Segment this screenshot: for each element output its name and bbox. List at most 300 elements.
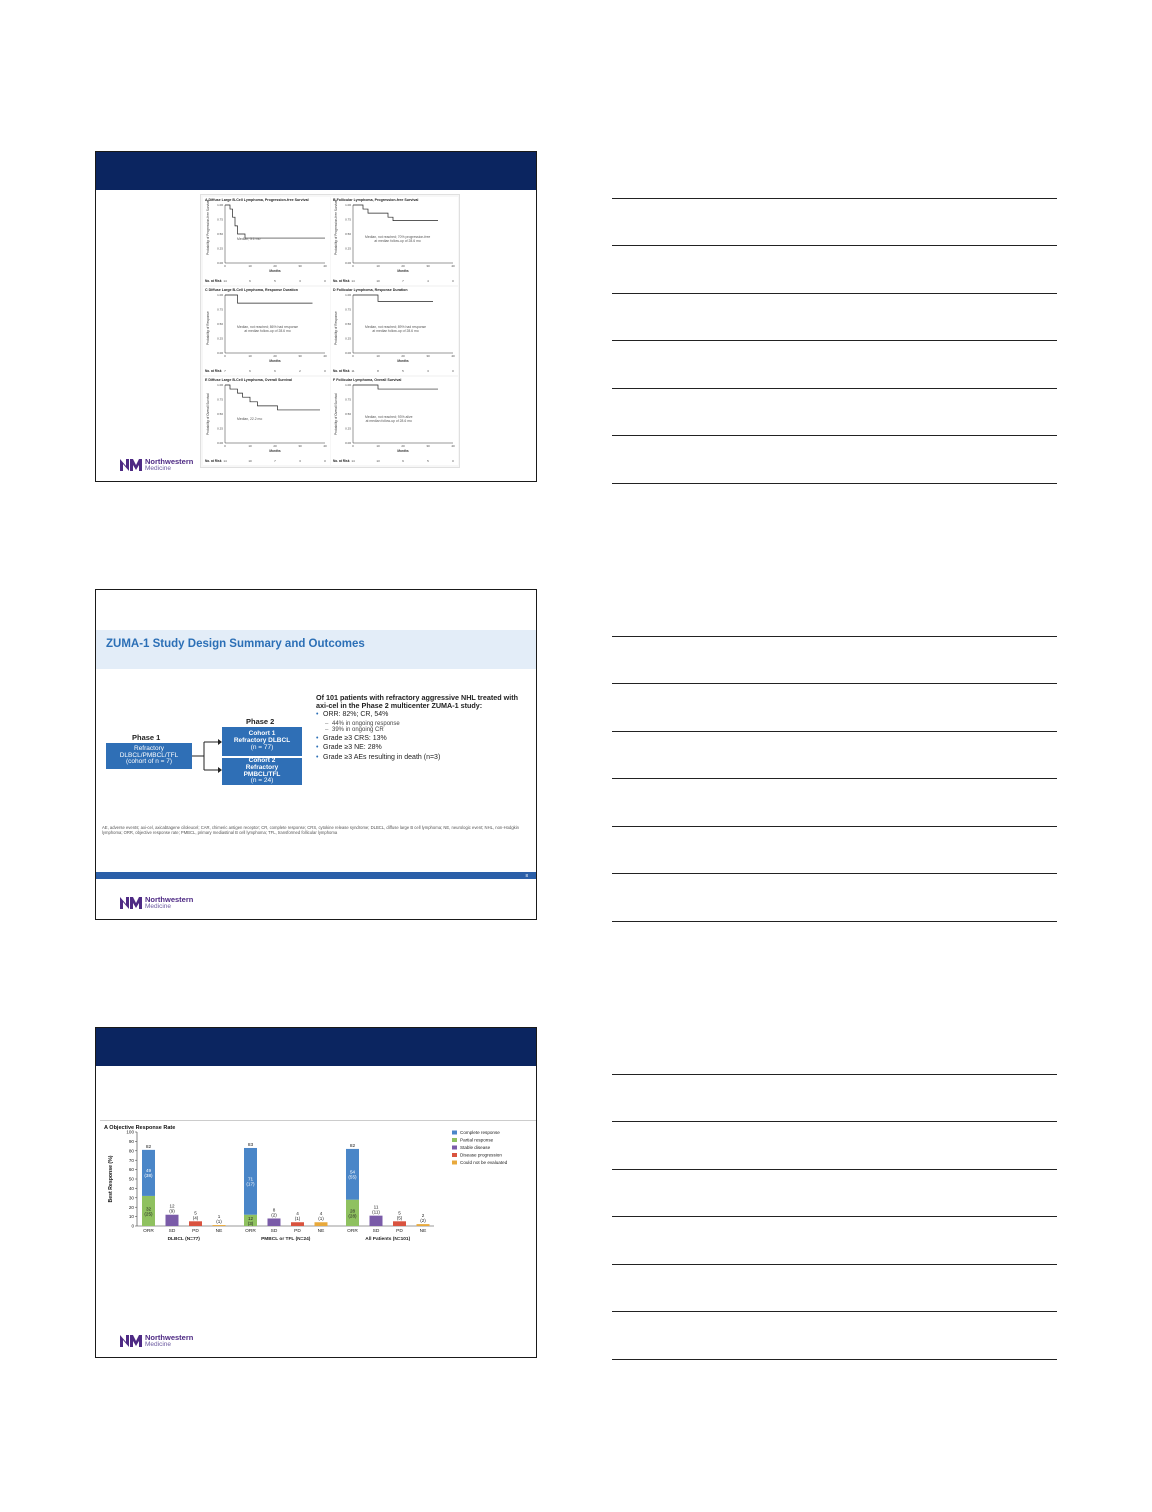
km-x-tick: 40 (451, 444, 455, 448)
bar-stable (166, 1215, 179, 1226)
phase1-box (106, 743, 192, 769)
km-risk-value: 0 (324, 369, 326, 373)
northwestern-medicine-logo (120, 896, 193, 910)
chart-category-label: PD (192, 1229, 199, 1234)
km-panel-title: A Diffuse Large B-Cell Lymphoma, Progression-free Survival (205, 198, 309, 202)
bar-pr-count: (3) (247, 1220, 254, 1226)
km-y-axis-label: Probability of Overall Survival (206, 393, 210, 435)
chart-category-label: ORR (245, 1229, 256, 1234)
bar-value-label: 4 (296, 1211, 299, 1217)
km-x-tick: 10 (376, 354, 380, 358)
km-median-line: at median follow-up of 28.6 mo (365, 419, 412, 424)
km-risk-value: 3 (299, 279, 301, 283)
notes-area-3 (612, 1074, 1057, 1364)
km-y-tick: 0.75 (345, 397, 351, 402)
km-axes (225, 385, 325, 443)
phase1-line: DLBCL/PMBCL/TFL (119, 751, 179, 759)
km-risk-value: 5 (402, 369, 404, 373)
km-median-note (365, 325, 426, 333)
chart-y-tick: 10 (128, 1214, 134, 1220)
phase1-line: Refractory (134, 744, 164, 752)
bar-value-label: 8 (272, 1207, 276, 1213)
km-figure (200, 194, 460, 468)
outcome-bullet: • ORR: 82%; CR, 54% (316, 711, 526, 719)
km-x-tick: 30 (298, 264, 302, 268)
km-x-tick: 10 (248, 264, 252, 268)
orr-bar-chart (100, 1121, 536, 1257)
note-line (612, 636, 1057, 637)
km-y-tick: 0.00 (217, 351, 223, 355)
km-x-tick: 0 (352, 264, 354, 268)
northwestern-medicine-logo (120, 458, 193, 472)
chart-y-tick: 100 (126, 1129, 134, 1135)
slide-header (96, 152, 536, 190)
km-y-axis-label: Probability of Progression-free Survival (334, 199, 338, 255)
abbreviations-footnote: AE, adverse events; axi-cel, axicabtagene ciloleucel; CAR, chimeric antigen receptor; CR, complete response; CRS, cytokine release syndrome; DLBCL, diffuse large B cell lymphoma; NE, neurologic event; NHL, non-Hodgkin lymphoma; ORR, objective response rate; PMBCL, primary mediastinal B cell lymphoma; TFL, transformed follicular lymphoma (102, 825, 520, 836)
km-risk-value: 0 (324, 279, 326, 283)
bar-count-label: (2) (271, 1212, 277, 1218)
bar-count-label: (1) (294, 1216, 301, 1222)
chart-y-tick: 20 (128, 1204, 134, 1210)
km-risk-value: 3 (299, 459, 301, 463)
note-line (612, 1216, 1057, 1217)
note-line (612, 340, 1057, 341)
chart-y-axis-label: Best Response (%) (108, 1155, 114, 1203)
km-x-tick: 20 (401, 444, 405, 448)
cohort1-line: Refractory DLBCL (233, 737, 291, 745)
bar-count-label: (5) (396, 1215, 403, 1221)
km-panel-title: F Follicular Lymphoma, Overall Survival (333, 378, 402, 382)
km-y-tick: 0.25 (345, 336, 351, 341)
logo-line2: Medicine (145, 902, 172, 910)
note-line (612, 198, 1057, 199)
km-risk-label: No. at Risk (205, 279, 222, 283)
km-y-tick: 0.00 (345, 351, 351, 355)
km-risk-value: 0 (452, 459, 454, 463)
bar-cr-label: 49 (145, 1167, 152, 1173)
bar-count-label: (11) (372, 1209, 380, 1215)
km-risk-value: 11 (351, 369, 355, 373)
note-line (612, 435, 1057, 436)
chart-category-label: ORR (347, 1229, 358, 1234)
km-curve (353, 295, 433, 301)
km-risk-value: 8 (377, 369, 379, 373)
phase2-label: Phase 2 (246, 717, 275, 726)
outcome-bullet: • Grade ≥3 CRS: 13% (316, 735, 526, 743)
bar-stable (370, 1216, 383, 1226)
chart-category-label: SD (168, 1229, 176, 1234)
bar-pr-count: (25) (144, 1211, 153, 1217)
chart-group-label: DLBCL (N=77) (167, 1237, 200, 1242)
logo-line1: Northwestern (145, 1333, 194, 1342)
footer-bar (96, 872, 536, 879)
bar-cr-label: 54 (349, 1169, 356, 1175)
outcome-bullet: • Grade ≥3 AEs resulting in death (n=3) (316, 754, 526, 762)
km-risk-value: 14 (223, 459, 227, 463)
chart-y-tick: 90 (128, 1139, 134, 1144)
notes-area-2 (612, 636, 1057, 926)
km-panel (203, 197, 330, 285)
phase1-label: Phase 1 (132, 733, 161, 742)
km-risk-value: 13 (376, 459, 380, 463)
note-line (612, 1311, 1057, 1312)
km-median-note (237, 237, 260, 241)
cohort2-line: PMBCL/TFL (243, 770, 281, 778)
logo-line1: Northwestern (145, 457, 194, 466)
km-y-tick: 0.50 (217, 232, 223, 236)
logo-line1: Northwestern (145, 895, 194, 904)
km-x-axis-label: Months (397, 359, 409, 363)
chart-y-tick: 50 (128, 1176, 134, 1182)
legend-label: Could not be evaluated (460, 1160, 508, 1165)
km-y-tick: 0.00 (217, 261, 223, 265)
chart-category-label: NE (215, 1229, 223, 1234)
km-x-axis-label: Months (269, 269, 281, 273)
km-x-axis-label: Months (269, 449, 281, 453)
km-x-tick: 20 (401, 354, 405, 358)
legend-swatch (452, 1153, 457, 1157)
summary-heading: Of 101 patients with refractory aggressive NHL treated with axi-cel in the Phase 2 multicenter ZUMA-1 study: (316, 693, 518, 710)
chart-y-tick: 70 (128, 1157, 134, 1163)
chart-y-tick: 0 (131, 1223, 134, 1229)
km-y-tick: 1.00 (217, 293, 223, 297)
bar-pr-label: 12 (247, 1215, 254, 1221)
note-line (612, 388, 1057, 389)
slide-orr-chart (95, 1027, 537, 1358)
chart-category-label: PD (396, 1229, 403, 1234)
km-panel-title: D Follicular Lymphoma, Response Duration (333, 288, 408, 292)
sub-bullet: – 39% in ongoing CR (316, 727, 526, 734)
chart-y-tick: 40 (128, 1186, 134, 1191)
cohort2-line: Refractory (245, 763, 279, 771)
km-y-tick: 1.00 (217, 203, 223, 207)
km-panel (203, 377, 330, 465)
km-y-tick: 0.50 (217, 412, 223, 416)
bar-total-label: 82 (349, 1143, 356, 1149)
bar-value-label: 5 (194, 1210, 197, 1216)
km-risk-value: 0 (324, 459, 326, 463)
km-x-tick: 30 (298, 354, 302, 358)
km-curve (225, 385, 320, 410)
bar-value-label: 4 (319, 1211, 323, 1217)
cohort1-line: Cohort 1 (248, 730, 276, 738)
km-risk-value: 5 (427, 459, 429, 463)
legend-label: Stable disease (460, 1145, 491, 1150)
km-x-tick: 20 (273, 444, 277, 448)
bar-value-label: 1 (217, 1214, 221, 1220)
km-risk-label: No. at Risk (205, 369, 222, 373)
km-plot (203, 197, 330, 285)
notes-area-1 (612, 198, 1057, 488)
bar-pr-label: 28 (349, 1208, 356, 1214)
km-x-tick: 10 (376, 444, 380, 448)
km-y-axis-label: Probability of Response (334, 311, 338, 345)
km-curve (353, 205, 438, 221)
km-y-tick: 0.00 (345, 261, 351, 265)
km-y-tick: 0.00 (345, 441, 351, 445)
km-risk-label: No. at Risk (333, 369, 350, 373)
bar-pr-label: 32 (145, 1206, 152, 1212)
bar-pr-count: (28) (348, 1213, 357, 1219)
bar-count-label: (9) (169, 1208, 175, 1214)
note-line (612, 483, 1057, 484)
km-y-tick: 0.50 (345, 412, 351, 416)
km-y-tick: 0.75 (345, 307, 351, 312)
bar-count-label: (1) (216, 1219, 222, 1225)
km-y-tick: 0.75 (345, 217, 351, 222)
km-x-tick: 40 (323, 444, 327, 448)
cohort1-box (222, 727, 302, 756)
flow-arrows (192, 730, 222, 782)
km-x-tick: 30 (426, 264, 430, 268)
bar-cr-count: (55) (348, 1174, 357, 1180)
km-median-line: at median follow-up of 28.6 mo (244, 329, 291, 334)
km-x-tick: 10 (248, 354, 252, 358)
phase1-line: (cohort of n = 7) (125, 758, 173, 766)
legend-label: Complete response (460, 1130, 500, 1135)
bar-value-label: 11 (373, 1204, 379, 1210)
outcomes-summary (316, 694, 526, 763)
km-median-line: Median, not reached; 93% alive (365, 415, 413, 419)
km-median-note (237, 417, 262, 421)
bar-cr-label: 71 (247, 1176, 254, 1182)
note-line (612, 873, 1057, 874)
km-risk-value: 14 (351, 459, 355, 463)
legend-swatch (452, 1161, 457, 1165)
bar-value-label: 2 (421, 1213, 425, 1219)
note-line (612, 1121, 1057, 1122)
km-risk-value: 4 (427, 279, 429, 283)
km-median-line: at median follow-up of 28.6 mo (372, 329, 419, 334)
bar-ne (213, 1225, 226, 1226)
km-x-tick: 0 (224, 444, 226, 448)
km-y-tick: 0.50 (217, 322, 223, 326)
km-median-line: Median, 22.2 mo (237, 417, 263, 421)
km-x-tick: 0 (224, 264, 226, 268)
legend-swatch (452, 1146, 457, 1150)
km-y-tick: 0.50 (345, 232, 351, 236)
km-x-tick: 40 (323, 264, 327, 268)
km-risk-label: No. at Risk (333, 279, 350, 283)
chart-group-label: PMBCL or TFL (N=24) (261, 1237, 311, 1242)
note-line (612, 293, 1057, 294)
sub-bullet: – 44% in ongoing response (316, 721, 526, 728)
km-panel (203, 287, 330, 375)
km-y-axis-label: Probability of Progression-free Survival (206, 199, 210, 255)
km-axes (353, 295, 453, 353)
nm-logo-mark-icon (120, 459, 142, 471)
km-y-tick: 0.25 (217, 246, 223, 251)
legend-label: Disease progression (460, 1152, 502, 1158)
nm-logo-mark-icon (120, 897, 142, 909)
chart-category-label: PD (294, 1229, 301, 1234)
note-line (612, 731, 1057, 732)
km-y-tick: 0.25 (217, 426, 223, 431)
note-line (612, 921, 1057, 922)
bar-value-label: 12 (169, 1203, 175, 1209)
legend-swatch (452, 1131, 457, 1135)
slide-title: ZUMA-1 Study Design Summary and Outcomes (106, 638, 365, 650)
bar-progression (189, 1221, 202, 1226)
km-x-tick: 30 (298, 444, 302, 448)
page-number: 8 (525, 873, 528, 878)
km-median-note (365, 415, 413, 423)
km-risk-value: 6 (274, 369, 276, 373)
km-y-tick: 0.25 (345, 246, 351, 251)
km-risk-value: 7 (274, 459, 276, 463)
km-y-tick: 0.00 (217, 441, 223, 445)
km-x-tick: 40 (323, 354, 327, 358)
km-risk-value: 10 (376, 279, 380, 283)
note-line (612, 1074, 1057, 1075)
bar-total-label: 82 (145, 1144, 152, 1150)
bar-cr-count: (38) (144, 1172, 153, 1178)
km-x-tick: 10 (248, 444, 252, 448)
km-risk-value: 6 (249, 279, 251, 283)
km-panel (331, 377, 458, 465)
km-y-tick: 0.75 (217, 307, 223, 312)
chart-category-label: SD (270, 1229, 278, 1234)
cohort2-line: (n = 24) (250, 777, 274, 785)
slide-zuma1 (95, 589, 537, 920)
km-panel (331, 287, 458, 375)
km-risk-value: 3 (427, 369, 429, 373)
km-x-tick: 20 (401, 264, 405, 268)
bar-count-label: (1) (318, 1216, 324, 1222)
bar-total-label: 83 (247, 1142, 254, 1148)
km-x-tick: 20 (273, 264, 277, 268)
bar-cr-count: (17) (246, 1181, 255, 1187)
km-y-axis-label: Probability of Overall Survival (334, 393, 338, 435)
chart-y-tick: 60 (128, 1167, 134, 1173)
km-y-tick: 0.75 (217, 217, 223, 222)
chart-category-label: NE (317, 1229, 325, 1234)
bar-progression (393, 1221, 406, 1226)
km-x-tick: 40 (451, 354, 455, 358)
note-line (612, 1169, 1057, 1170)
km-y-tick: 1.00 (345, 383, 351, 387)
cohort2-line: Cohort 2 (248, 756, 276, 764)
km-median-line: Median, 3.1 mo (237, 237, 261, 241)
km-curve (225, 205, 325, 238)
km-median-line: at median follow-up of 28.6 mo (374, 239, 421, 244)
km-risk-value: 0 (452, 279, 454, 283)
km-y-tick: 0.50 (345, 322, 351, 326)
bar-count-label: (4) (192, 1215, 199, 1221)
bar-stable (268, 1218, 281, 1226)
km-plot (203, 377, 330, 465)
cohort2-box (222, 758, 302, 785)
km-x-tick: 30 (426, 444, 430, 448)
km-risk-value: 14 (223, 279, 227, 283)
km-risk-label: No. at Risk (333, 459, 350, 463)
km-x-tick: 40 (451, 264, 455, 268)
bar-progression (291, 1222, 304, 1226)
km-x-axis-label: Months (397, 449, 409, 453)
km-x-tick: 0 (352, 354, 354, 358)
km-risk-value: 10 (248, 459, 252, 463)
km-panel (331, 197, 458, 285)
km-median-line: Median, not reached; 70% progression-free (365, 235, 431, 239)
chart-category-label: NE (419, 1229, 427, 1234)
km-risk-label: No. at Risk (205, 459, 222, 463)
bar-value-label: 5 (398, 1210, 401, 1216)
km-axes (353, 205, 453, 263)
km-risk-value: 0 (452, 369, 454, 373)
km-risk-value: 7 (224, 369, 226, 373)
km-risk-value: 9 (402, 459, 404, 463)
km-y-tick: 1.00 (217, 383, 223, 387)
slide-km-curves (95, 151, 537, 482)
km-x-tick: 0 (224, 354, 226, 358)
km-y-tick: 0.25 (345, 426, 351, 431)
chart-y-tick: 30 (128, 1195, 134, 1201)
km-median-note (365, 235, 430, 243)
km-risk-value: 6 (249, 369, 251, 373)
legend-label: Partial response (460, 1137, 494, 1143)
km-panel-title: C Diffuse Large B-Cell Lymphoma, Response Duration (205, 288, 298, 292)
km-median-line: Median, not reached; 86% had response (237, 325, 299, 329)
km-risk-value: 7 (402, 279, 404, 283)
note-line (612, 1264, 1057, 1265)
note-line (612, 1359, 1057, 1360)
km-axes (225, 295, 325, 353)
km-panel-title: E Diffuse Large B-Cell Lymphoma, Overall Survival (205, 378, 292, 382)
km-axes (353, 385, 453, 443)
km-curve (225, 295, 313, 303)
km-x-tick: 20 (273, 354, 277, 358)
note-line (612, 245, 1057, 246)
km-y-tick: 0.25 (217, 336, 223, 341)
km-x-tick: 30 (426, 354, 430, 358)
nm-logo-mark-icon (120, 1335, 142, 1347)
chart-category-label: SD (372, 1229, 380, 1234)
km-y-tick: 1.00 (345, 203, 351, 207)
logo-line2: Medicine (145, 464, 172, 472)
km-risk-value: 5 (274, 279, 276, 283)
km-x-axis-label: Months (397, 269, 409, 273)
note-line (612, 826, 1057, 827)
km-risk-value: 2 (299, 369, 301, 373)
note-line (612, 683, 1057, 684)
note-line (612, 778, 1057, 779)
slide-header (96, 1028, 536, 1066)
km-x-axis-label: Months (269, 359, 281, 363)
km-y-axis-label: Probability of Response (206, 311, 210, 345)
km-curve (353, 385, 438, 389)
cohort1-line: (n = 77) (250, 743, 274, 751)
orr-chart-area (100, 1120, 536, 1257)
km-y-tick: 0.75 (217, 397, 223, 402)
bar-count-label: (2) (420, 1218, 426, 1224)
km-risk-value: 14 (351, 279, 355, 283)
logo-line2: Medicine (145, 1340, 172, 1348)
km-x-tick: 0 (352, 444, 354, 448)
km-median-line: Median, not reached; 89% had response (365, 325, 427, 329)
km-x-tick: 10 (376, 264, 380, 268)
legend-swatch (452, 1138, 457, 1142)
km-median-note (237, 325, 298, 333)
km-y-tick: 1.00 (345, 293, 351, 297)
chart-y-tick: 80 (128, 1148, 134, 1154)
chart-category-label: ORR (143, 1229, 154, 1234)
bar-ne (315, 1222, 328, 1226)
northwestern-medicine-logo (120, 1334, 193, 1348)
km-panel-title: B Follicular Lymphoma, Progression-free Survival (333, 198, 419, 202)
chart-title: A Objective Response Rate (104, 1125, 176, 1131)
chart-group-label: All Patients (N=101) (365, 1237, 411, 1242)
outcome-bullets (316, 711, 526, 761)
